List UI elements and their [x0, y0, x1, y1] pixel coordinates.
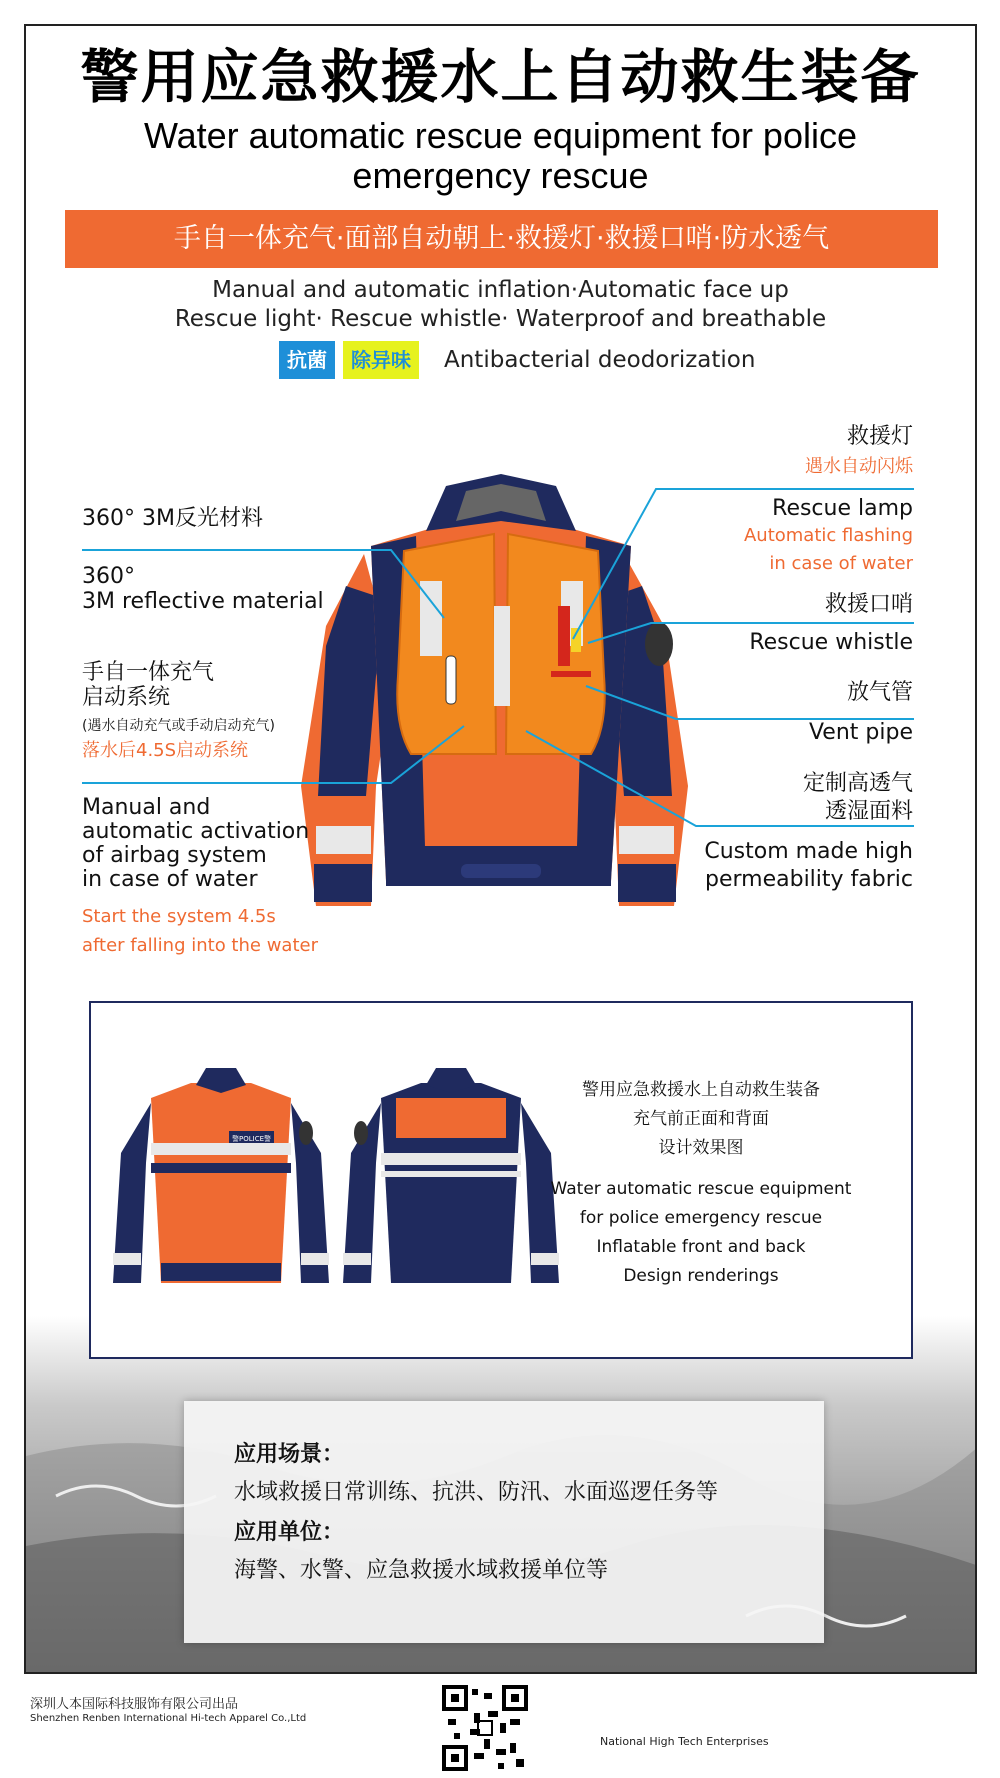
- lamp-orange-en-line2: in case of water: [769, 553, 913, 574]
- fabric-cn: [803, 770, 913, 826]
- inflation-orange-en: [82, 902, 318, 960]
- lamp-orange-en: [744, 522, 913, 578]
- inflation-cn: [82, 660, 214, 710]
- reflective-en: [82, 564, 324, 614]
- page-title-cn: 警用应急救援水上自动救生装备: [80, 43, 921, 111]
- antibacterial-tag: 抗菌: [279, 341, 335, 379]
- left-cuff: [314, 864, 372, 902]
- scene-label: 应用场景：: [234, 1442, 345, 1467]
- lamp-orange-cn: 遇水自动闪烁: [805, 456, 913, 477]
- shoulder-patch: [645, 622, 673, 666]
- whistle-cn: 救援口哨: [824, 592, 913, 617]
- antibacterial-text: Antibacterial deodorization: [444, 347, 756, 373]
- police-patch-text: 警POLICE警: [232, 1135, 272, 1143]
- fabric-cn-line1: 定制高透气: [802, 771, 913, 796]
- vent-pipe: [551, 671, 591, 677]
- inflation-note: (遇水自动充气或手动启动充气): [82, 718, 275, 734]
- lamp-en: Rescue lamp: [772, 496, 913, 521]
- page-title-en-line1: Water automatic rescue equipment for police: [143, 115, 857, 156]
- inflation-en-line1: Manual and: [82, 795, 211, 820]
- vest-right: [506, 534, 605, 754]
- unit-label: 应用单位：: [234, 1520, 345, 1545]
- footer-company-cn: 深圳人本国际科技服饰有限公司出品: [30, 1697, 239, 1712]
- inflation-en: [82, 796, 309, 892]
- inflation-cn-line2: 启动系统: [82, 685, 171, 710]
- renderings-cn-line3: 设计效果图: [658, 1138, 744, 1158]
- inflation-cn-line1: 手自一体充气: [82, 660, 215, 685]
- center-reflective: [494, 606, 510, 706]
- jacket-renderings: [101, 1013, 561, 1353]
- unit-text: 海警、水警、应急救援水域救援单位等: [234, 1558, 609, 1583]
- poster-frame: [24, 24, 977, 1674]
- inflation-en-line4: in case of water: [82, 867, 258, 892]
- deodorize-tag: 除异味: [343, 341, 419, 379]
- fabric-en-line1: Custom made high: [704, 839, 913, 864]
- scene-text: 水域救援日常训练、抗洪、防汛、水面巡逻任务等: [234, 1480, 719, 1505]
- right-cuff-stripe: [619, 826, 674, 854]
- reflective-en-line1: 360°: [82, 564, 135, 589]
- whistle-en: Rescue whistle: [749, 630, 913, 655]
- features-en-line1: Manual and automatic inflation·Automatic face up: [212, 277, 789, 303]
- renderings-cn-line2: 充气前正面和背面: [633, 1109, 769, 1129]
- back-jacket: [343, 1068, 559, 1283]
- vest-left: [397, 534, 496, 754]
- belt: [461, 864, 541, 878]
- rescue-lamp: [558, 606, 570, 666]
- application-box: [184, 1401, 824, 1643]
- renderings-en-line1: Water automatic rescue equipment: [550, 1179, 852, 1199]
- inflation-en-line2: automatic activation: [82, 819, 310, 844]
- fabric-en: [704, 838, 913, 894]
- renderings-en-line4: Design renderings: [623, 1266, 779, 1286]
- renderings-cn-line1: 警用应急救援水上自动救生装备: [582, 1080, 820, 1100]
- fabric-en-line2: permeability fabric: [705, 867, 913, 892]
- inflation-en-line3: of airbag system: [82, 843, 267, 868]
- features-band: 手自一体充气·面部自动朝上·救援灯·救援口哨·防水透气: [65, 210, 938, 268]
- front-jacket: [113, 1068, 329, 1283]
- inflation-orange-cn: 落水后4.5S启动系统: [82, 740, 249, 761]
- reflective-en-line2: 3M reflective material: [82, 589, 324, 614]
- renderings-en-line3: Inflatable front and back: [596, 1237, 806, 1257]
- lamp-orange-en-line1: Automatic flashing: [743, 525, 913, 546]
- page-title-en-line2: emergency rescue: [352, 155, 649, 196]
- footer-company-en: Shenzhen Renben International Hi-tech Apparel Co.,Ltd: [30, 1713, 307, 1724]
- footer-tagline: National High Tech Enterprises: [600, 1735, 769, 1748]
- lamp-cn: 救援灯: [846, 424, 913, 449]
- left-cuff-stripe: [316, 826, 371, 854]
- right-cuff: [618, 864, 676, 902]
- vent-cn: 放气管: [846, 680, 913, 705]
- qr-code-icon[interactable]: [440, 1683, 530, 1773]
- renderings-en-line2: for police emergency rescue: [579, 1208, 823, 1228]
- inflation-orange-en-line2: after falling into the water: [82, 935, 318, 956]
- reflective-cn: 360° 3M反光材料: [82, 506, 263, 531]
- features-en-line2: Rescue light· Rescue whistle· Waterproof and breathable: [174, 306, 827, 332]
- vent-en: Vent pipe: [808, 720, 913, 745]
- inflation-cord: [446, 656, 456, 704]
- renderings-caption: [546, 1076, 856, 1291]
- inflation-orange-en-line1: Start the system 4.5s: [82, 906, 276, 927]
- fabric-cn-line2: 透湿面料: [824, 799, 913, 824]
